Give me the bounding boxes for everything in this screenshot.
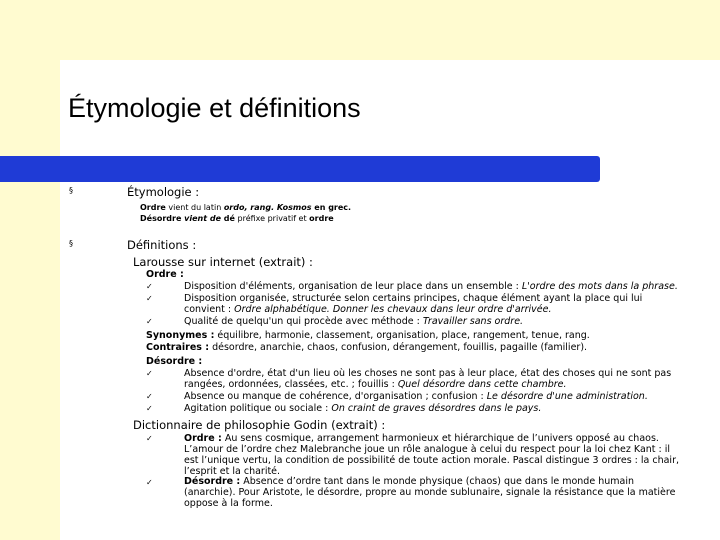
ordre-label: Ordre : xyxy=(146,269,184,280)
etymology-heading: Étymologie : xyxy=(127,185,200,199)
desordre-item-1-line-2: rangées, ordonnées, classées, etc. ; fouillis : Quel désordre dans cette chambre. xyxy=(184,379,567,390)
etymology-line-2: Désordre vient de dé préfixe privatif et ordre xyxy=(140,214,334,223)
synonymes-line: Synonymes : équilibre, harmonie, classement, organisation, place, rangement, tenue, rang. xyxy=(146,330,590,341)
desordre-item-3: Agitation politique ou sociale : On craint de graves désordres dans le pays. xyxy=(184,403,542,414)
godin-ordre-line-2: L’amour de l’ordre chez Malebranche joue un rôle analogue à celui du respect pour la loi chez Kant : il xyxy=(184,444,671,455)
check-icon: ✓ xyxy=(146,369,153,378)
godin-ordre-line-3: est l’unique vertu, la condition de possibilité de toute action morale. Pascal distingue 3 ordres : la chair, xyxy=(184,455,679,466)
check-icon: ✓ xyxy=(146,478,153,487)
desordre-item-2: Absence ou manque de cohérence, d'organisation ; confusion : Le désordre d'une administration. xyxy=(184,391,648,402)
slide-title: Étymologie et définitions xyxy=(68,93,361,123)
check-icon: ✓ xyxy=(146,434,153,443)
godin-desordre-line-2: (anarchie). Pour Aristote, le désordre, propre au monde sublunaire, signale la résistance que la matière xyxy=(184,487,676,498)
bullet-definitions: § xyxy=(69,239,73,248)
check-icon: ✓ xyxy=(146,317,153,326)
godin-desordre-line-3: oppose à la forme. xyxy=(184,498,273,509)
ordre-item-1: Disposition d'éléments, organisation de leur place dans un ensemble : L'ordre des mots dans la phrase. xyxy=(184,281,678,292)
etymology-line-1: Ordre vient du latin ordo, rang. Kosmos en grec. xyxy=(140,203,352,212)
contraires-line: Contraires : désordre, anarchie, chaos, confusion, dérangement, fouillis, pagaille (familier). xyxy=(146,342,588,353)
desordre-item-1-line-1: Absence d'ordre, état d'un lieu où les choses ne sont pas à leur place, état des choses qui ne sont pas xyxy=(184,368,672,379)
top-decor-band xyxy=(0,0,720,60)
ordre-item-2-line-1: Disposition organisée, structurée selon certains principes, chaque élément ayant la place qui lui xyxy=(184,293,643,304)
check-icon: ✓ xyxy=(146,404,153,413)
check-icon: ✓ xyxy=(146,282,153,291)
godin-heading: Dictionnaire de philosophie Godin (extrait) : xyxy=(133,418,386,432)
godin-ordre-line-1: Ordre : Au sens cosmique, arrangement harmonieux et hiérarchique de l’univers opposé au chaos. xyxy=(184,433,659,444)
left-decor-band xyxy=(0,0,60,540)
check-icon: ✓ xyxy=(146,392,153,401)
godin-desordre-line-1: Désordre : Absence d’ordre tant dans le monde physique (chaos) que dans le monde humain xyxy=(184,476,634,487)
larousse-heading: Larousse sur internet (extrait) : xyxy=(133,255,313,269)
accent-bar xyxy=(0,156,600,182)
check-icon: ✓ xyxy=(146,294,153,303)
godin-ordre-line-4: l’esprit et la charité. xyxy=(184,466,281,477)
desordre-label: Désordre : xyxy=(146,356,203,367)
definitions-heading: Définitions : xyxy=(127,238,197,252)
bullet-etymology: § xyxy=(69,186,73,195)
ordre-item-3: Qualité de quelqu'un qui procède avec méthode : Travailler sans ordre. xyxy=(184,316,524,327)
ordre-item-2-line-2: convient : Ordre alphabétique. Donner les chevaux dans leur ordre d'arrivée. xyxy=(184,304,552,315)
